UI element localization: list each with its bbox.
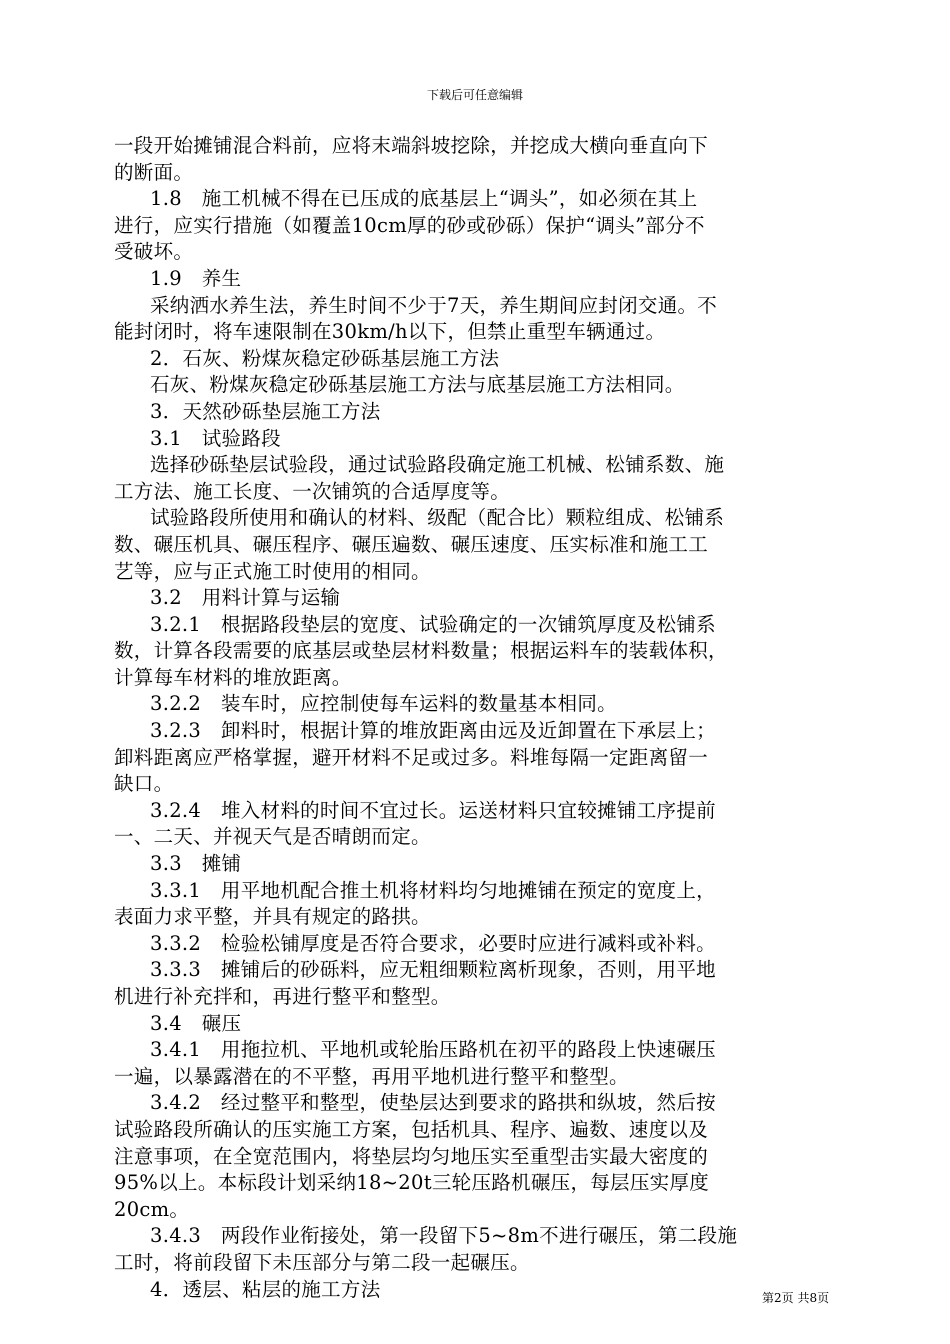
text-line: 试验路段所确认的压实施工方案，包括机具、程序、遍数、速度以及 xyxy=(114,1117,709,1141)
section-heading: 4．透层、粘层的施工方法 xyxy=(150,1277,381,1301)
text-line: 石灰、粉煤灰稳定砂砾基层施工方法与底基层施工方法相同。 xyxy=(150,373,685,397)
section-heading: 3.4.3 两段作业衔接处，第一段留下5~8m不进行碾压，第二段施 xyxy=(150,1224,738,1248)
text-line: 缺口。 xyxy=(114,772,174,796)
text-line: 一段开始摊铺混合料前，应将末端斜坡挖除，并挖成大横向垂直向下 xyxy=(114,134,709,157)
text-line: 95%以上。本标段计划采纳18~20t三轮压路机碾压，每层压实厚度 xyxy=(114,1171,710,1195)
text-line: 工方法、施工长度、一次铺筑的合适厚度等。 xyxy=(114,479,511,503)
section-heading: 3.3.1 用平地机配合推土机将材料均匀地摊铺在预定的宽度上， xyxy=(150,878,716,902)
section-heading: 3.4.1 用拖拉机、平地机或轮胎压路机在初平的路段上快速碾压 xyxy=(150,1038,716,1062)
section-heading: 3.3.2 检验松铺厚度是否符合要求，必要时应进行减料或补料。 xyxy=(150,931,716,955)
section-heading: 3.3.3 摊铺后的砂砾料，应无粗细颗粒离析现象，否则，用平地 xyxy=(150,958,716,982)
section-heading: 3.2.4 堆入材料的时间不宜过长。运送材料只宜较摊铺工序提前 xyxy=(150,798,716,822)
section-heading: 2．石灰、粉煤灰稳定砂砾基层施工方法 xyxy=(150,346,500,370)
text-line: 一遍，以暴露潜在的不平整，再用平地机进行整平和整型。 xyxy=(114,1064,629,1088)
text-line: 进行，应实行措施（如覆盖10cm厚的砂或砂砾）保护“调头”部分不 xyxy=(114,213,705,237)
text-line: 一、二天、并视天气是否晴朗而定。 xyxy=(114,825,431,849)
section-heading: 3.2 用料计算与运输 xyxy=(150,586,341,610)
text-line: 工时，将前段留下未压部分与第二段一起碾压。 xyxy=(114,1250,530,1274)
text-line: 艺等，应与正式施工时使用的相同。 xyxy=(114,559,431,583)
text-line: 机进行补充拌和，再进行整平和整型。 xyxy=(114,985,451,1008)
text-line: 试验路段所使用和确认的材料、级配（配合比）颗粒组成、松铺系 xyxy=(150,506,725,530)
section-heading: 3.2.1 根据路段垫层的宽度、试验确定的一次铺筑厚度及松铺系 xyxy=(150,612,716,636)
text-line: 数、碾压机具、碾压程序、碾压遍数、碾压速度、压实标准和施工工 xyxy=(114,532,709,556)
text-line: 计算每车材料的堆放距离。 xyxy=(114,665,352,689)
document-body xyxy=(114,133,854,1303)
text-line: 注意事项，在全宽范围内，将垫层均匀地压实至重型击实最大密度的 xyxy=(114,1144,709,1168)
section-heading: 3.2.2 装车时，应控制使每车运料的数量基本相同。 xyxy=(150,692,617,716)
section-heading: 3.2.3 卸料时，根据计算的堆放距离由远及近卸置在下承层上； xyxy=(150,719,716,743)
section-heading: 3.4 碾压 xyxy=(150,1011,242,1035)
page-number: 第2页 共8页 xyxy=(762,1291,830,1305)
section-heading: 3.3 摊铺 xyxy=(150,852,242,876)
text-line: 能封闭时，将车速限制在30km/h以下，但禁止重型车辆通过。 xyxy=(114,320,666,344)
section-heading: 3.4.2 经过整平和整型，使垫层达到要求的路拱和纵坡，然后按 xyxy=(150,1091,716,1115)
section-heading: 3．天然砂砾垫层施工方法 xyxy=(150,399,381,423)
page-header: 下载后可任意编辑 xyxy=(426,88,523,102)
text-line: 采纳洒水养生法，养生时间不少于7天，养生期间应封闭交通。不 xyxy=(150,293,718,317)
section-heading: 3.1 试验路段 xyxy=(150,426,281,450)
text-line: 的断面。 xyxy=(114,160,194,184)
text-line: 受破坏。 xyxy=(114,240,194,264)
text-line: 表面力求平整，并具有规定的路拱。 xyxy=(114,905,431,929)
text-line: 选择砂砾垫层试验段，通过试验路段确定施工机械、松铺系数、施 xyxy=(150,453,725,477)
text-line: 20cm。 xyxy=(114,1197,190,1221)
section-heading: 1.9 养生 xyxy=(150,266,242,290)
text-line: 数，计算各段需要的底基层或垫层材料数量；根据运料车的装载体积， xyxy=(114,639,728,663)
section-heading: 1.8 施工机械不得在已压成的底基层上“调头”，如必须在其上 xyxy=(150,187,698,211)
text-line: 卸料距离应严格掌握，避开材料不足或过多。料堆每隔一定距离留一 xyxy=(114,745,709,769)
